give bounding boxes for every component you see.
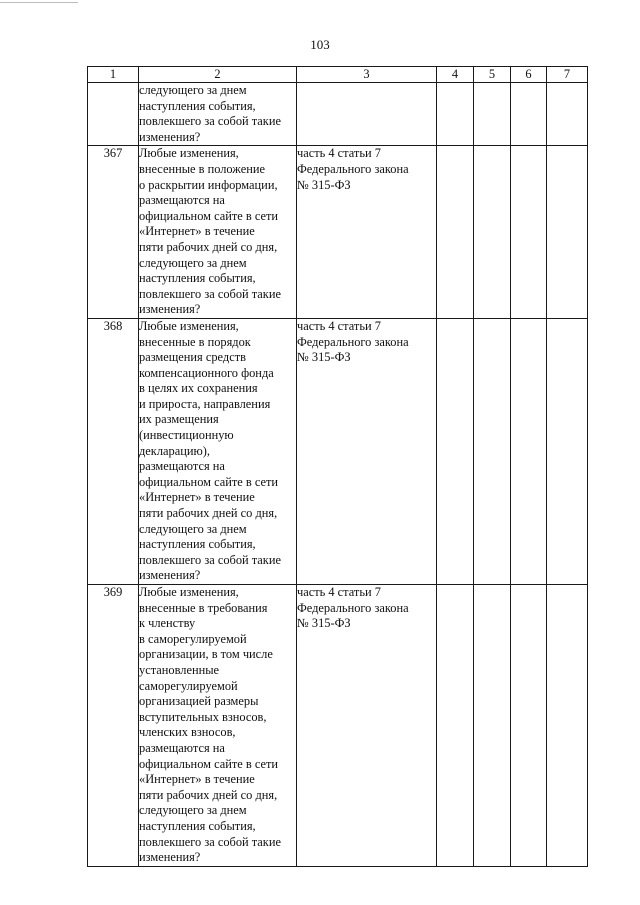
answer-cell: [547, 146, 588, 319]
answer-cell: [511, 83, 547, 146]
table-row: [88, 146, 588, 319]
row-number: [88, 83, 139, 146]
table-header-row: [88, 67, 588, 83]
requirement-text: Любые изменения, внесенные в порядок размещения средств компенсационного фонда в целях их сохранения и прироста, направления их размещения (инвестиционную декларацию), размещаются на официальном сайте в сети «Интернет» в течение пяти рабочих дней со дня, следующего за днем наступления события, повлекшего за собой такие изменения?: [139, 318, 297, 584]
table-row: [88, 83, 588, 146]
answer-cell: [474, 318, 511, 584]
column-header: 7: [547, 67, 588, 83]
answer-cell: [474, 585, 511, 867]
page-number: 103: [310, 37, 330, 52]
answer-cell: [547, 318, 588, 584]
answer-cell: [474, 83, 511, 146]
column-header: 1: [88, 67, 139, 83]
column-header: 6: [511, 67, 547, 83]
answer-cell: [437, 585, 474, 867]
column-header: 5: [474, 67, 511, 83]
legal-reference: часть 4 статьи 7 Федерального закона № 315-ФЗ: [297, 146, 437, 319]
requirement-text: Любые изменения, внесенные в требования к членству в саморегулируемой организации, в том числе установленные саморегулируемой организацией размеры вступительных взносов, членских взносов, размещаются на официальном сайте в сети «Интернет» в течение пяти рабочих дней со дня, следующего за днем наступления события, повлекшего за собой такие изменения?: [139, 585, 297, 867]
requirement-text: следующего за днем наступления события, повлекшего за собой такие изменения?: [139, 83, 297, 146]
row-number: 368: [88, 318, 139, 584]
row-number: 369: [88, 585, 139, 867]
table-row: [88, 318, 588, 584]
answer-cell: [547, 585, 588, 867]
column-header: 3: [297, 67, 437, 83]
column-header: 4: [437, 67, 474, 83]
answer-cell: [437, 146, 474, 319]
answer-cell: [547, 83, 588, 146]
answer-cell: [437, 318, 474, 584]
table-row: [88, 585, 588, 867]
answer-cell: [511, 585, 547, 867]
requirement-text: Любые изменения, внесенные в положение о раскрытии информации, размещаются на официальном сайте в сети «Интернет» в течение пяти рабочих дней со дня, следующего за днем наступления события, повлекшего за собой такие изменения?: [139, 146, 297, 319]
scan-corner-mark: [0, 2, 78, 3]
answer-cell: [511, 146, 547, 319]
column-header: 2: [139, 67, 297, 83]
legal-reference: [297, 83, 437, 146]
legal-reference: часть 4 статьи 7 Федерального закона № 315-ФЗ: [297, 585, 437, 867]
legal-reference: часть 4 статьи 7 Федерального закона № 315-ФЗ: [297, 318, 437, 584]
checklist-table: [87, 66, 588, 867]
answer-cell: [437, 83, 474, 146]
row-number: 367: [88, 146, 139, 319]
answer-cell: [474, 146, 511, 319]
answer-cell: [511, 318, 547, 584]
